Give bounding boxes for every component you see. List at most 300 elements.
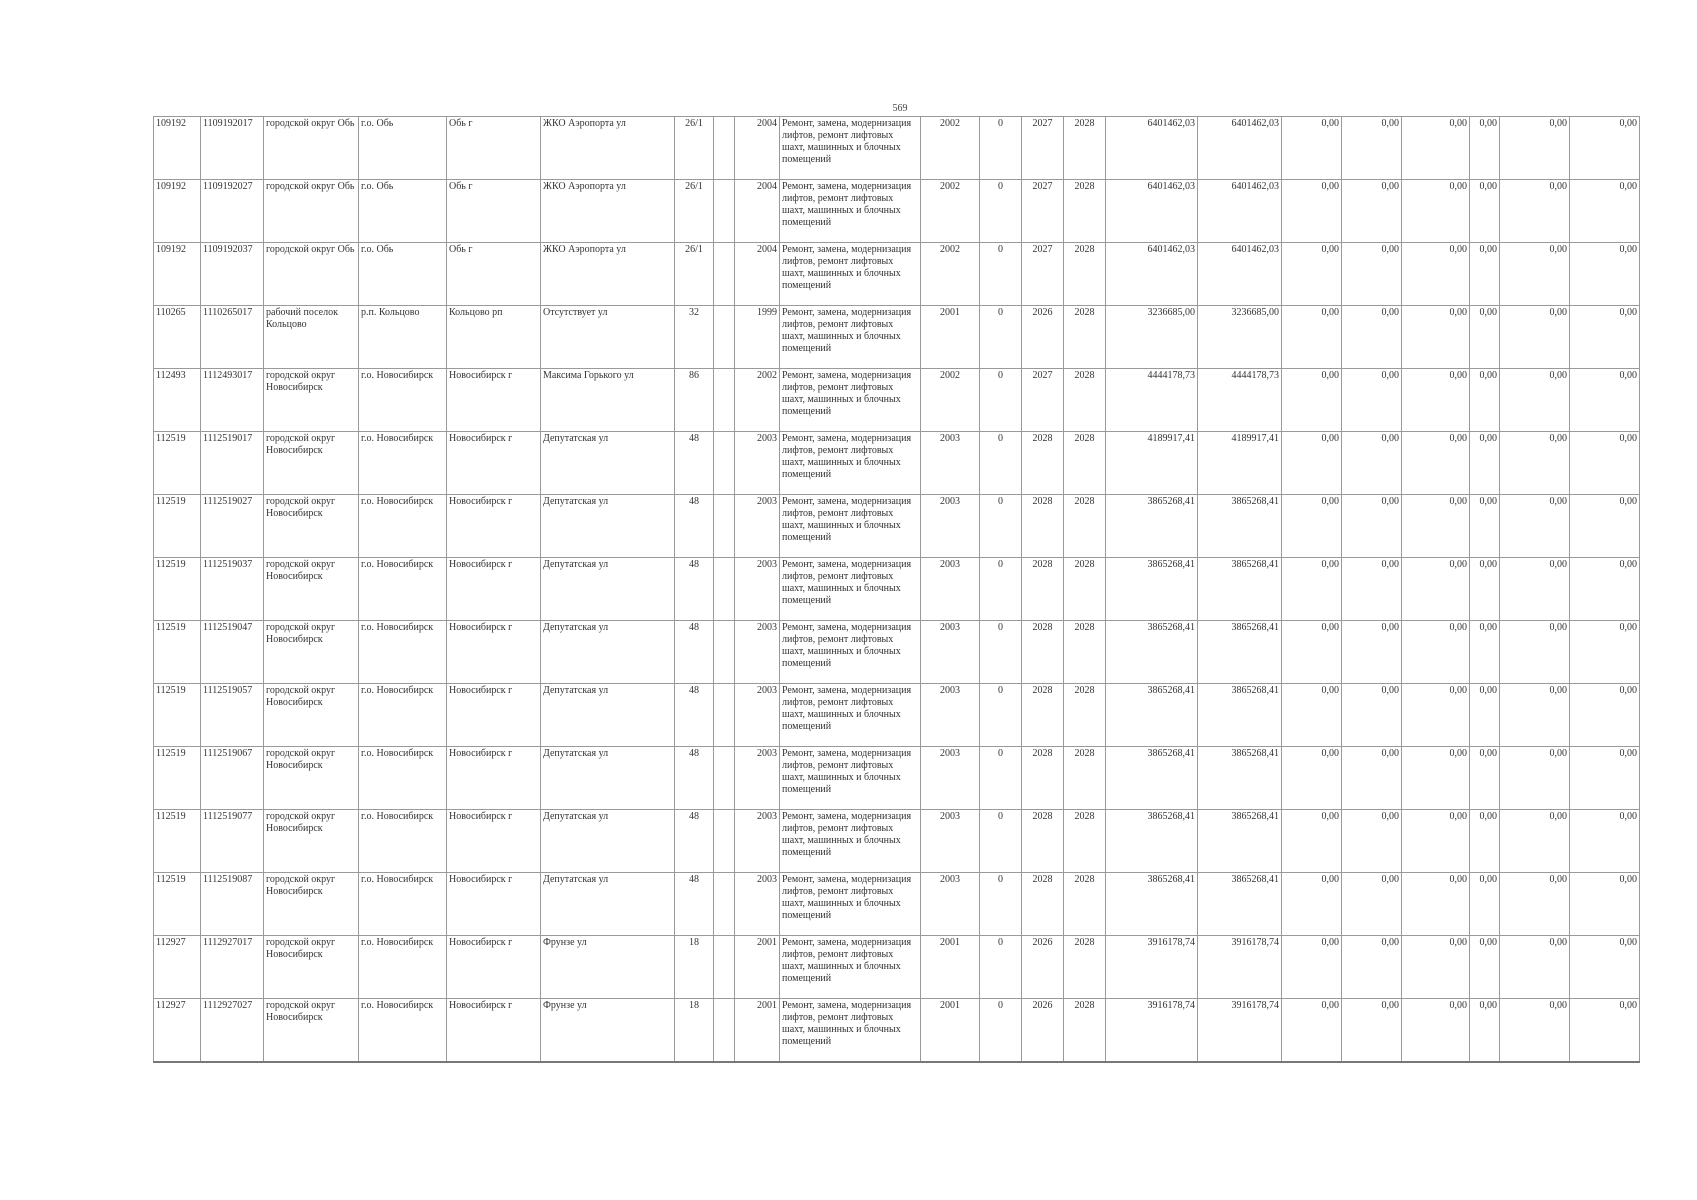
cell-year-a: 2002 xyxy=(921,117,980,180)
cell-v2: 0,00 xyxy=(1342,369,1402,432)
cell-cost2: 3865268,41 xyxy=(1198,873,1282,936)
cell-v6: 0,00 xyxy=(1570,936,1640,999)
cell-v1: 0,00 xyxy=(1282,684,1342,747)
cell-locality: Новосибирск г xyxy=(447,369,541,432)
cell-year-c: 2028 xyxy=(1064,621,1106,684)
cell-year-a: 2003 xyxy=(921,495,980,558)
cell-house: 48 xyxy=(675,495,714,558)
cell-extra xyxy=(714,621,735,684)
cell-v1: 0,00 xyxy=(1282,621,1342,684)
cell-year-a: 2003 xyxy=(921,873,980,936)
cell-v5: 0,00 xyxy=(1500,936,1570,999)
table-row xyxy=(154,495,1640,558)
cell-district: г.о. Новосибирск xyxy=(359,621,447,684)
cell-id: 112927 xyxy=(154,936,201,999)
cell-v3: 0,00 xyxy=(1402,495,1470,558)
cell-year-c: 2028 xyxy=(1064,684,1106,747)
cell-street: Отсутствует ул xyxy=(541,306,675,369)
cell-cost2: 3916178,74 xyxy=(1198,936,1282,999)
cell-v2: 0,00 xyxy=(1342,936,1402,999)
cell-id: 112519 xyxy=(154,873,201,936)
cell-extra xyxy=(714,495,735,558)
table-row xyxy=(154,180,1640,243)
cell-work: Ремонт, замена, модернизация лифтов, ремонт лифтовых шахт, машинных и блочных помещений xyxy=(780,243,921,306)
cell-cost2: 4189917,41 xyxy=(1198,432,1282,495)
cell-built: 2004 xyxy=(735,117,780,180)
cell-extra xyxy=(714,306,735,369)
cell-municipality: городской округ Новосибирск xyxy=(264,936,359,999)
cell-municipality: городской округ Обь xyxy=(264,243,359,306)
cell-built: 2004 xyxy=(735,180,780,243)
cell-flag: 0 xyxy=(980,180,1022,243)
cell-cost: 3865268,41 xyxy=(1106,558,1198,621)
registry-table xyxy=(153,116,1640,1063)
cell-cost: 3865268,41 xyxy=(1106,810,1198,873)
cell-work: Ремонт, замена, модернизация лифтов, ремонт лифтовых шахт, машинных и блочных помещений xyxy=(780,684,921,747)
cell-code: 1112927017 xyxy=(201,936,264,999)
cell-v1: 0,00 xyxy=(1282,558,1342,621)
cell-v3: 0,00 xyxy=(1402,369,1470,432)
cell-built: 2003 xyxy=(735,873,780,936)
cell-built: 2004 xyxy=(735,243,780,306)
cell-year-b: 2028 xyxy=(1022,747,1064,810)
cell-house: 48 xyxy=(675,621,714,684)
cell-id: 112519 xyxy=(154,495,201,558)
cell-built: 2001 xyxy=(735,936,780,999)
table-row xyxy=(154,936,1640,999)
cell-flag: 0 xyxy=(980,495,1022,558)
cell-year-a: 2001 xyxy=(921,306,980,369)
cell-built: 2003 xyxy=(735,684,780,747)
cell-v5: 0,00 xyxy=(1500,117,1570,180)
cell-cost2: 6401462,03 xyxy=(1198,180,1282,243)
cell-district: г.о. Обь xyxy=(359,117,447,180)
cell-code: 1112519067 xyxy=(201,747,264,810)
cell-v5: 0,00 xyxy=(1500,306,1570,369)
cell-id: 112519 xyxy=(154,810,201,873)
cell-id: 110265 xyxy=(154,306,201,369)
cell-v2: 0,00 xyxy=(1342,495,1402,558)
cell-district: г.о. Обь xyxy=(359,180,447,243)
cell-extra xyxy=(714,873,735,936)
cell-municipality: городской округ Новосибирск xyxy=(264,558,359,621)
cell-cost: 6401462,03 xyxy=(1106,180,1198,243)
cell-v5: 0,00 xyxy=(1500,558,1570,621)
cell-street: Депутатская ул xyxy=(541,747,675,810)
cell-code: 1112519017 xyxy=(201,432,264,495)
cell-v6: 0,00 xyxy=(1570,369,1640,432)
cell-v3: 0,00 xyxy=(1402,873,1470,936)
cell-locality: Кольцово рп xyxy=(447,306,541,369)
cell-district: г.о. Новосибирск xyxy=(359,873,447,936)
cell-v3: 0,00 xyxy=(1402,306,1470,369)
cell-extra xyxy=(714,117,735,180)
cell-work: Ремонт, замена, модернизация лифтов, ремонт лифтовых шахт, машинных и блочных помещений xyxy=(780,369,921,432)
cell-v6: 0,00 xyxy=(1570,243,1640,306)
cell-year-b: 2026 xyxy=(1022,936,1064,999)
cell-year-b: 2028 xyxy=(1022,495,1064,558)
cell-v4: 0,00 xyxy=(1470,558,1500,621)
cell-v1: 0,00 xyxy=(1282,873,1342,936)
table-row xyxy=(154,747,1640,810)
cell-v1: 0,00 xyxy=(1282,495,1342,558)
cell-locality: Новосибирск г xyxy=(447,936,541,999)
cell-v4: 0,00 xyxy=(1470,180,1500,243)
cell-cost2: 6401462,03 xyxy=(1198,117,1282,180)
cell-district: г.о. Новосибирск xyxy=(359,999,447,1063)
cell-municipality: городской округ Новосибирск xyxy=(264,873,359,936)
cell-locality: Новосибирск г xyxy=(447,684,541,747)
cell-year-c: 2028 xyxy=(1064,558,1106,621)
cell-house: 26/1 xyxy=(675,117,714,180)
cell-code: 1112927027 xyxy=(201,999,264,1063)
cell-street: Депутатская ул xyxy=(541,873,675,936)
cell-v5: 0,00 xyxy=(1500,369,1570,432)
cell-locality: Обь г xyxy=(447,117,541,180)
table-row xyxy=(154,432,1640,495)
cell-year-b: 2026 xyxy=(1022,999,1064,1063)
cell-v6: 0,00 xyxy=(1570,810,1640,873)
cell-built: 2003 xyxy=(735,495,780,558)
cell-id: 109192 xyxy=(154,117,201,180)
cell-v5: 0,00 xyxy=(1500,810,1570,873)
cell-v2: 0,00 xyxy=(1342,747,1402,810)
cell-code: 1110265017 xyxy=(201,306,264,369)
cell-municipality: городской округ Новосибирск xyxy=(264,684,359,747)
cell-built: 2001 xyxy=(735,999,780,1063)
cell-v4: 0,00 xyxy=(1470,306,1500,369)
cell-code: 1112519037 xyxy=(201,558,264,621)
cell-flag: 0 xyxy=(980,999,1022,1063)
cell-v6: 0,00 xyxy=(1570,873,1640,936)
cell-v6: 0,00 xyxy=(1570,180,1640,243)
cell-municipality: рабочий поселок Кольцово xyxy=(264,306,359,369)
cell-street: ЖКО Аэропорта ул xyxy=(541,243,675,306)
cell-flag: 0 xyxy=(980,369,1022,432)
cell-cost: 3865268,41 xyxy=(1106,495,1198,558)
cell-district: г.о. Новосибирск xyxy=(359,558,447,621)
cell-cost: 3865268,41 xyxy=(1106,873,1198,936)
cell-v6: 0,00 xyxy=(1570,432,1640,495)
cell-flag: 0 xyxy=(980,873,1022,936)
cell-flag: 0 xyxy=(980,684,1022,747)
cell-district: г.о. Новосибирск xyxy=(359,747,447,810)
cell-municipality: городской округ Новосибирск xyxy=(264,747,359,810)
cell-flag: 0 xyxy=(980,810,1022,873)
cell-v4: 0,00 xyxy=(1470,684,1500,747)
cell-v2: 0,00 xyxy=(1342,999,1402,1063)
cell-v4: 0,00 xyxy=(1470,747,1500,810)
cell-year-b: 2027 xyxy=(1022,243,1064,306)
cell-street: ЖКО Аэропорта ул xyxy=(541,117,675,180)
cell-v2: 0,00 xyxy=(1342,810,1402,873)
cell-year-c: 2028 xyxy=(1064,936,1106,999)
cell-v4: 0,00 xyxy=(1470,432,1500,495)
cell-year-b: 2028 xyxy=(1022,432,1064,495)
cell-flag: 0 xyxy=(980,621,1022,684)
cell-v6: 0,00 xyxy=(1570,117,1640,180)
cell-work: Ремонт, замена, модернизация лифтов, ремонт лифтовых шахт, машинных и блочных помещений xyxy=(780,117,921,180)
cell-extra xyxy=(714,369,735,432)
cell-v4: 0,00 xyxy=(1470,243,1500,306)
cell-id: 112519 xyxy=(154,432,201,495)
cell-year-a: 2003 xyxy=(921,558,980,621)
cell-work: Ремонт, замена, модернизация лифтов, ремонт лифтовых шахт, машинных и блочных помещений xyxy=(780,873,921,936)
cell-extra xyxy=(714,810,735,873)
cell-year-b: 2028 xyxy=(1022,810,1064,873)
cell-v2: 0,00 xyxy=(1342,873,1402,936)
cell-flag: 0 xyxy=(980,306,1022,369)
cell-id: 112519 xyxy=(154,621,201,684)
table-row xyxy=(154,621,1640,684)
cell-extra xyxy=(714,936,735,999)
cell-v1: 0,00 xyxy=(1282,117,1342,180)
cell-municipality: городской округ Новосибирск xyxy=(264,495,359,558)
cell-built: 2003 xyxy=(735,558,780,621)
cell-year-a: 2003 xyxy=(921,432,980,495)
cell-code: 1112519027 xyxy=(201,495,264,558)
table-row xyxy=(154,810,1640,873)
cell-v1: 0,00 xyxy=(1282,243,1342,306)
cell-locality: Новосибирск г xyxy=(447,810,541,873)
cell-extra xyxy=(714,243,735,306)
cell-code: 1109192027 xyxy=(201,180,264,243)
cell-v5: 0,00 xyxy=(1500,684,1570,747)
cell-v3: 0,00 xyxy=(1402,180,1470,243)
cell-street: Фрунзе ул xyxy=(541,936,675,999)
cell-locality: Новосибирск г xyxy=(447,558,541,621)
cell-year-b: 2027 xyxy=(1022,180,1064,243)
cell-cost2: 4444178,73 xyxy=(1198,369,1282,432)
cell-v2: 0,00 xyxy=(1342,180,1402,243)
cell-v1: 0,00 xyxy=(1282,999,1342,1063)
cell-year-a: 2002 xyxy=(921,243,980,306)
cell-house: 48 xyxy=(675,684,714,747)
cell-cost: 3916178,74 xyxy=(1106,936,1198,999)
table-row xyxy=(154,873,1640,936)
table-row xyxy=(154,306,1640,369)
cell-year-b: 2028 xyxy=(1022,684,1064,747)
cell-built: 2002 xyxy=(735,369,780,432)
cell-flag: 0 xyxy=(980,936,1022,999)
cell-v3: 0,00 xyxy=(1402,432,1470,495)
cell-cost: 3236685,00 xyxy=(1106,306,1198,369)
cell-v1: 0,00 xyxy=(1282,747,1342,810)
cell-work: Ремонт, замена, модернизация лифтов, ремонт лифтовых шахт, машинных и блочных помещений xyxy=(780,747,921,810)
cell-v4: 0,00 xyxy=(1470,621,1500,684)
cell-work: Ремонт, замена, модернизация лифтов, ремонт лифтовых шахт, машинных и блочных помещений xyxy=(780,432,921,495)
cell-locality: Новосибирск г xyxy=(447,495,541,558)
cell-v4: 0,00 xyxy=(1470,936,1500,999)
cell-id: 112493 xyxy=(154,369,201,432)
cell-cost: 4444178,73 xyxy=(1106,369,1198,432)
cell-year-a: 2001 xyxy=(921,999,980,1063)
cell-locality: Обь г xyxy=(447,243,541,306)
cell-v6: 0,00 xyxy=(1570,999,1640,1063)
table-row xyxy=(154,558,1640,621)
cell-v4: 0,00 xyxy=(1470,810,1500,873)
cell-cost: 6401462,03 xyxy=(1106,117,1198,180)
cell-v2: 0,00 xyxy=(1342,117,1402,180)
cell-v3: 0,00 xyxy=(1402,999,1470,1063)
cell-id: 112519 xyxy=(154,684,201,747)
table-row xyxy=(154,243,1640,306)
cell-v6: 0,00 xyxy=(1570,684,1640,747)
cell-v4: 0,00 xyxy=(1470,999,1500,1063)
cell-municipality: городской округ Новосибирск xyxy=(264,999,359,1063)
cell-v1: 0,00 xyxy=(1282,306,1342,369)
cell-cost2: 3865268,41 xyxy=(1198,621,1282,684)
cell-v3: 0,00 xyxy=(1402,747,1470,810)
cell-built: 2003 xyxy=(735,810,780,873)
cell-district: г.о. Обь xyxy=(359,243,447,306)
cell-work: Ремонт, замена, модернизация лифтов, ремонт лифтовых шахт, машинных и блочных помещений xyxy=(780,999,921,1063)
cell-house: 18 xyxy=(675,999,714,1063)
cell-cost2: 3865268,41 xyxy=(1198,684,1282,747)
cell-v1: 0,00 xyxy=(1282,369,1342,432)
cell-extra xyxy=(714,180,735,243)
cell-year-c: 2028 xyxy=(1064,747,1106,810)
cell-house: 48 xyxy=(675,747,714,810)
cell-v6: 0,00 xyxy=(1570,558,1640,621)
table-row xyxy=(154,684,1640,747)
cell-municipality: городской округ Новосибирск xyxy=(264,369,359,432)
cell-v5: 0,00 xyxy=(1500,180,1570,243)
cell-cost2: 3865268,41 xyxy=(1198,747,1282,810)
cell-cost2: 3865268,41 xyxy=(1198,558,1282,621)
cell-work: Ремонт, замена, модернизация лифтов, ремонт лифтовых шахт, машинных и блочных помещений xyxy=(780,810,921,873)
cell-municipality: городской округ Новосибирск xyxy=(264,810,359,873)
cell-cost: 3865268,41 xyxy=(1106,621,1198,684)
cell-v5: 0,00 xyxy=(1500,432,1570,495)
cell-cost: 4189917,41 xyxy=(1106,432,1198,495)
cell-year-a: 2003 xyxy=(921,684,980,747)
table-row xyxy=(154,999,1640,1063)
cell-cost2: 6401462,03 xyxy=(1198,243,1282,306)
cell-locality: Новосибирск г xyxy=(447,432,541,495)
cell-locality: Новосибирск г xyxy=(447,747,541,810)
cell-v3: 0,00 xyxy=(1402,558,1470,621)
cell-extra xyxy=(714,558,735,621)
cell-v2: 0,00 xyxy=(1342,243,1402,306)
cell-v6: 0,00 xyxy=(1570,495,1640,558)
cell-v3: 0,00 xyxy=(1402,936,1470,999)
cell-year-c: 2028 xyxy=(1064,369,1106,432)
cell-flag: 0 xyxy=(980,432,1022,495)
cell-v2: 0,00 xyxy=(1342,558,1402,621)
cell-street: ЖКО Аэропорта ул xyxy=(541,180,675,243)
cell-code: 1112519087 xyxy=(201,873,264,936)
cell-work: Ремонт, замена, модернизация лифтов, ремонт лифтовых шахт, машинных и блочных помещений xyxy=(780,936,921,999)
cell-v5: 0,00 xyxy=(1500,999,1570,1063)
cell-year-b: 2027 xyxy=(1022,369,1064,432)
cell-code: 1112519047 xyxy=(201,621,264,684)
cell-street: Фрунзе ул xyxy=(541,999,675,1063)
cell-v3: 0,00 xyxy=(1402,684,1470,747)
cell-v1: 0,00 xyxy=(1282,810,1342,873)
cell-municipality: городской округ Обь xyxy=(264,117,359,180)
cell-year-a: 2003 xyxy=(921,810,980,873)
cell-v5: 0,00 xyxy=(1500,495,1570,558)
cell-id: 112519 xyxy=(154,558,201,621)
cell-built: 2003 xyxy=(735,432,780,495)
cell-house: 26/1 xyxy=(675,243,714,306)
table-row xyxy=(154,369,1640,432)
cell-extra xyxy=(714,684,735,747)
cell-v1: 0,00 xyxy=(1282,432,1342,495)
cell-year-c: 2028 xyxy=(1064,243,1106,306)
cell-v6: 0,00 xyxy=(1570,306,1640,369)
cell-district: г.о. Новосибирск xyxy=(359,684,447,747)
cell-v1: 0,00 xyxy=(1282,936,1342,999)
table-row xyxy=(154,117,1640,180)
cell-street: Депутатская ул xyxy=(541,810,675,873)
cell-locality: Новосибирск г xyxy=(447,621,541,684)
cell-code: 1112519077 xyxy=(201,810,264,873)
cell-extra xyxy=(714,432,735,495)
cell-v1: 0,00 xyxy=(1282,180,1342,243)
cell-house: 48 xyxy=(675,810,714,873)
cell-district: г.о. Новосибирск xyxy=(359,936,447,999)
cell-street: Максима Горького ул xyxy=(541,369,675,432)
cell-v6: 0,00 xyxy=(1570,747,1640,810)
cell-year-b: 2028 xyxy=(1022,621,1064,684)
cell-v3: 0,00 xyxy=(1402,810,1470,873)
cell-house: 48 xyxy=(675,558,714,621)
cell-v3: 0,00 xyxy=(1402,117,1470,180)
cell-year-a: 2002 xyxy=(921,180,980,243)
cell-v4: 0,00 xyxy=(1470,495,1500,558)
cell-year-c: 2028 xyxy=(1064,306,1106,369)
cell-v5: 0,00 xyxy=(1500,243,1570,306)
cell-id: 112927 xyxy=(154,999,201,1063)
cell-street: Депутатская ул xyxy=(541,621,675,684)
cell-code: 1109192017 xyxy=(201,117,264,180)
cell-v2: 0,00 xyxy=(1342,306,1402,369)
cell-street: Депутатская ул xyxy=(541,684,675,747)
cell-work: Ремонт, замена, модернизация лифтов, ремонт лифтовых шахт, машинных и блочных помещений xyxy=(780,558,921,621)
cell-district: г.о. Новосибирск xyxy=(359,810,447,873)
cell-id: 112519 xyxy=(154,747,201,810)
cell-cost2: 3916178,74 xyxy=(1198,999,1282,1063)
cell-year-b: 2026 xyxy=(1022,306,1064,369)
cell-cost2: 3865268,41 xyxy=(1198,810,1282,873)
cell-v3: 0,00 xyxy=(1402,621,1470,684)
cell-cost: 3865268,41 xyxy=(1106,684,1198,747)
cell-flag: 0 xyxy=(980,243,1022,306)
page-number: 569 xyxy=(892,103,908,114)
cell-house: 18 xyxy=(675,936,714,999)
cell-extra xyxy=(714,747,735,810)
cell-cost: 3916178,74 xyxy=(1106,999,1198,1063)
cell-year-b: 2027 xyxy=(1022,117,1064,180)
cell-id: 109192 xyxy=(154,243,201,306)
cell-locality: Новосибирск г xyxy=(447,873,541,936)
cell-v6: 0,00 xyxy=(1570,621,1640,684)
cell-street: Депутатская ул xyxy=(541,432,675,495)
cell-year-c: 2028 xyxy=(1064,432,1106,495)
cell-year-a: 2002 xyxy=(921,369,980,432)
cell-municipality: городской округ Обь xyxy=(264,180,359,243)
cell-flag: 0 xyxy=(980,558,1022,621)
cell-street: Депутатская ул xyxy=(541,495,675,558)
cell-flag: 0 xyxy=(980,117,1022,180)
cell-v4: 0,00 xyxy=(1470,117,1500,180)
cell-built: 2003 xyxy=(735,621,780,684)
cell-year-b: 2028 xyxy=(1022,873,1064,936)
cell-cost: 6401462,03 xyxy=(1106,243,1198,306)
cell-work: Ремонт, замена, модернизация лифтов, ремонт лифтовых шахт, машинных и блочных помещений xyxy=(780,180,921,243)
